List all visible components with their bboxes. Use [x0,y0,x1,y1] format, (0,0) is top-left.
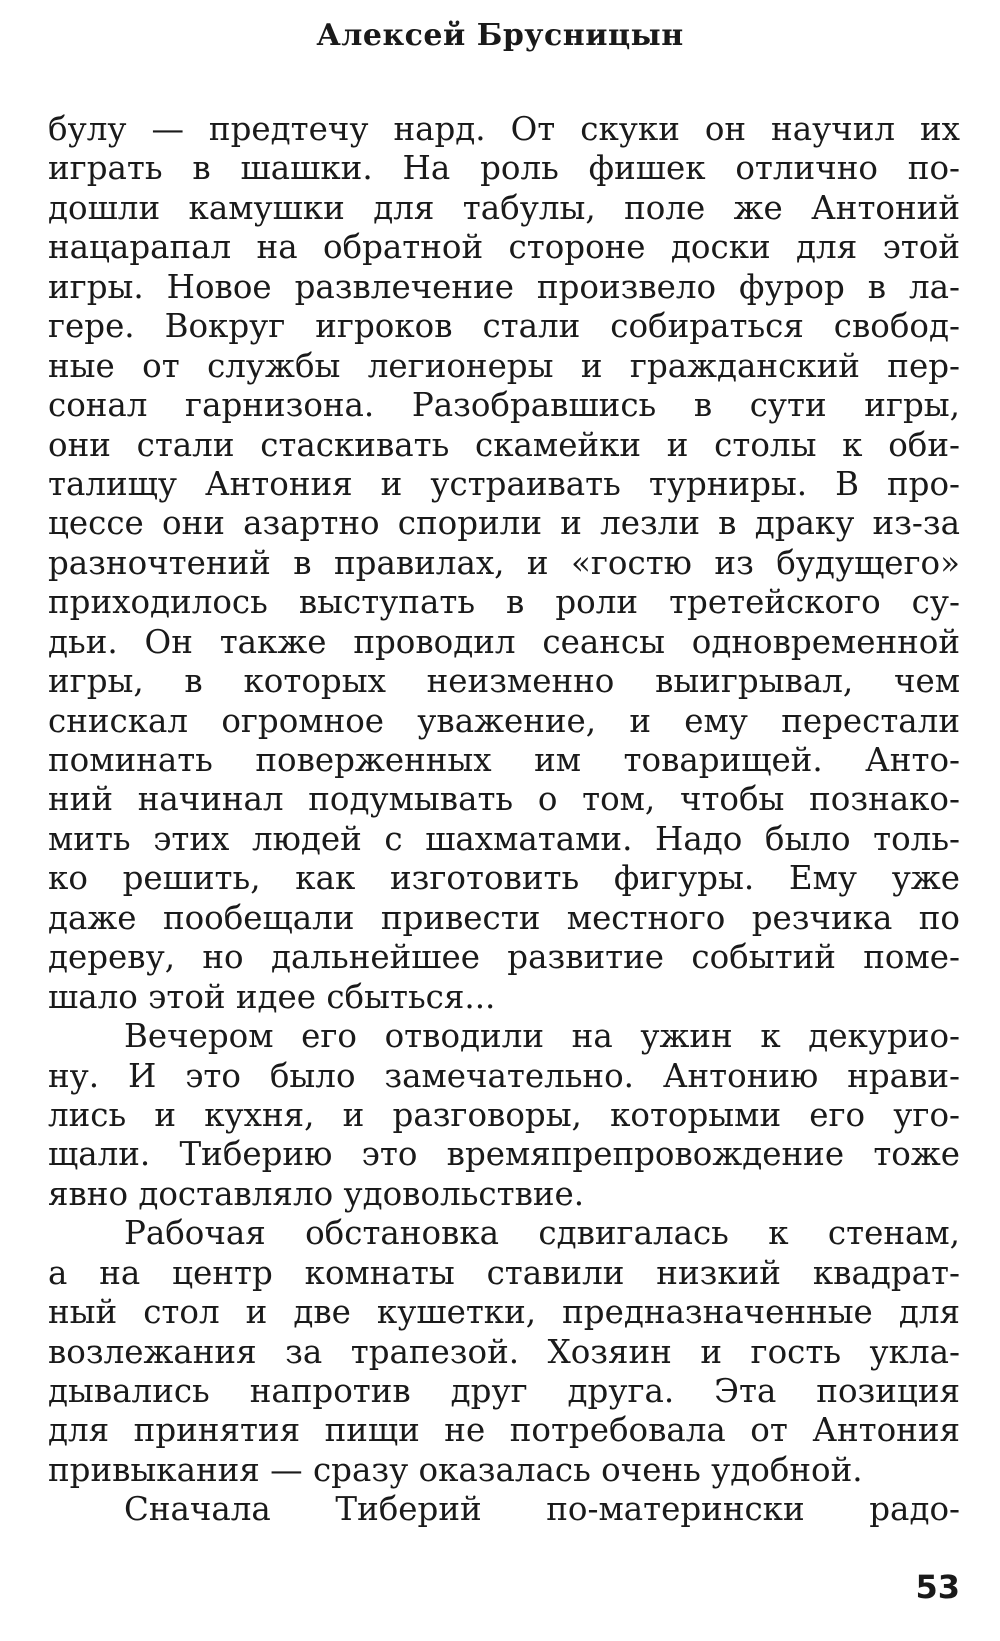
text-line: поминать поверженных им товарищей. Анто- [48,741,960,779]
text-line: для принятия пищи не потребовала от Антония [48,1411,960,1450]
text-line: ные от службы легионеры и гражданский пер- [48,346,960,385]
text-line: сонал гарнизона. Разобравшись в сути игры, [48,386,960,425]
text-line: дывались напротив друг друга. Эта позиция [48,1372,960,1410]
text-line: щали. Тиберию это времяпрепровождение тоже [48,1135,960,1174]
text-line: игры. Новое развлечение произвело фурор в ла- [48,267,960,306]
text-line: ко решить, как изготовить фигуры. Ему уже [48,859,960,898]
text-line: лись и кухня, и разговоры, которыми его уго- [48,1095,960,1134]
text-line: играть в шашки. На роль фишек отлично по- [48,149,960,188]
text-line: снискал огромное уважение, и ему перестали [48,701,960,740]
text-line-paragraph-start: Рабочая обстановка сдвигалась к стенам, [124,1214,960,1253]
text-line: ный стол и две кушетки, предназначенные для [48,1293,960,1332]
text-line: возлежания за трапезой. Хозяин и гость укла- [48,1332,960,1371]
text-line: гере. Вокруг игроков стали собираться свобод- [48,307,960,346]
text-line: ну. И это было замечательно. Антонию нрави- [48,1056,960,1095]
text-line-paragraph-end: шало этой идее сбыться... [48,977,496,1016]
text-line: приходилось выступать в роли третейского су- [48,583,960,622]
text-line-paragraph-start: Вечером его отводили на ужин к декурио- [124,1017,960,1056]
text-line: игры, в которых неизменно выигрывал, чем [48,662,960,701]
text-line: а на центр комнаты ставили низкий квадрат- [48,1253,960,1292]
text-line: талищу Антония и устраивать турниры. В про- [48,464,960,503]
page-number: 53 [915,1568,960,1606]
text-line: ний начинал подумывать о том, чтобы познако- [48,780,960,819]
text-line-paragraph-end: привыкания — сразу оказалась очень удобной. [48,1450,863,1489]
text-line: даже пообещали привести местного резчика по [48,898,960,937]
running-head-author: Алексей Брусницын [316,18,684,53]
text-line: булу — предтечу нард. От скуки он научил их [48,110,960,148]
text-line-paragraph-end: явно доставляло удовольствие. [48,1174,585,1213]
text-line: цессе они азартно спорили и лезли в драку из-за [48,504,960,543]
text-line: разночтений в правилах, и «гостю из будущего» [48,543,960,582]
text-line: нацарапал на обратной стороне доски для этой [48,228,960,267]
text-line: дереву, но дальнейшее развитие событий поме- [48,938,960,977]
text-line: дьи. Он также проводил сеансы одновременной [48,622,960,661]
text-line-paragraph-start: Сначала Тиберий по-матерински радо- [124,1490,960,1529]
text-line: они стали стаскивать скамейки и столы к оби- [48,425,960,464]
text-line: дошли камушки для табулы, поле же Антоний [48,188,960,227]
text-line: мить этих людей с шахматами. Надо было толь- [48,819,960,858]
body-text [48,110,960,1530]
